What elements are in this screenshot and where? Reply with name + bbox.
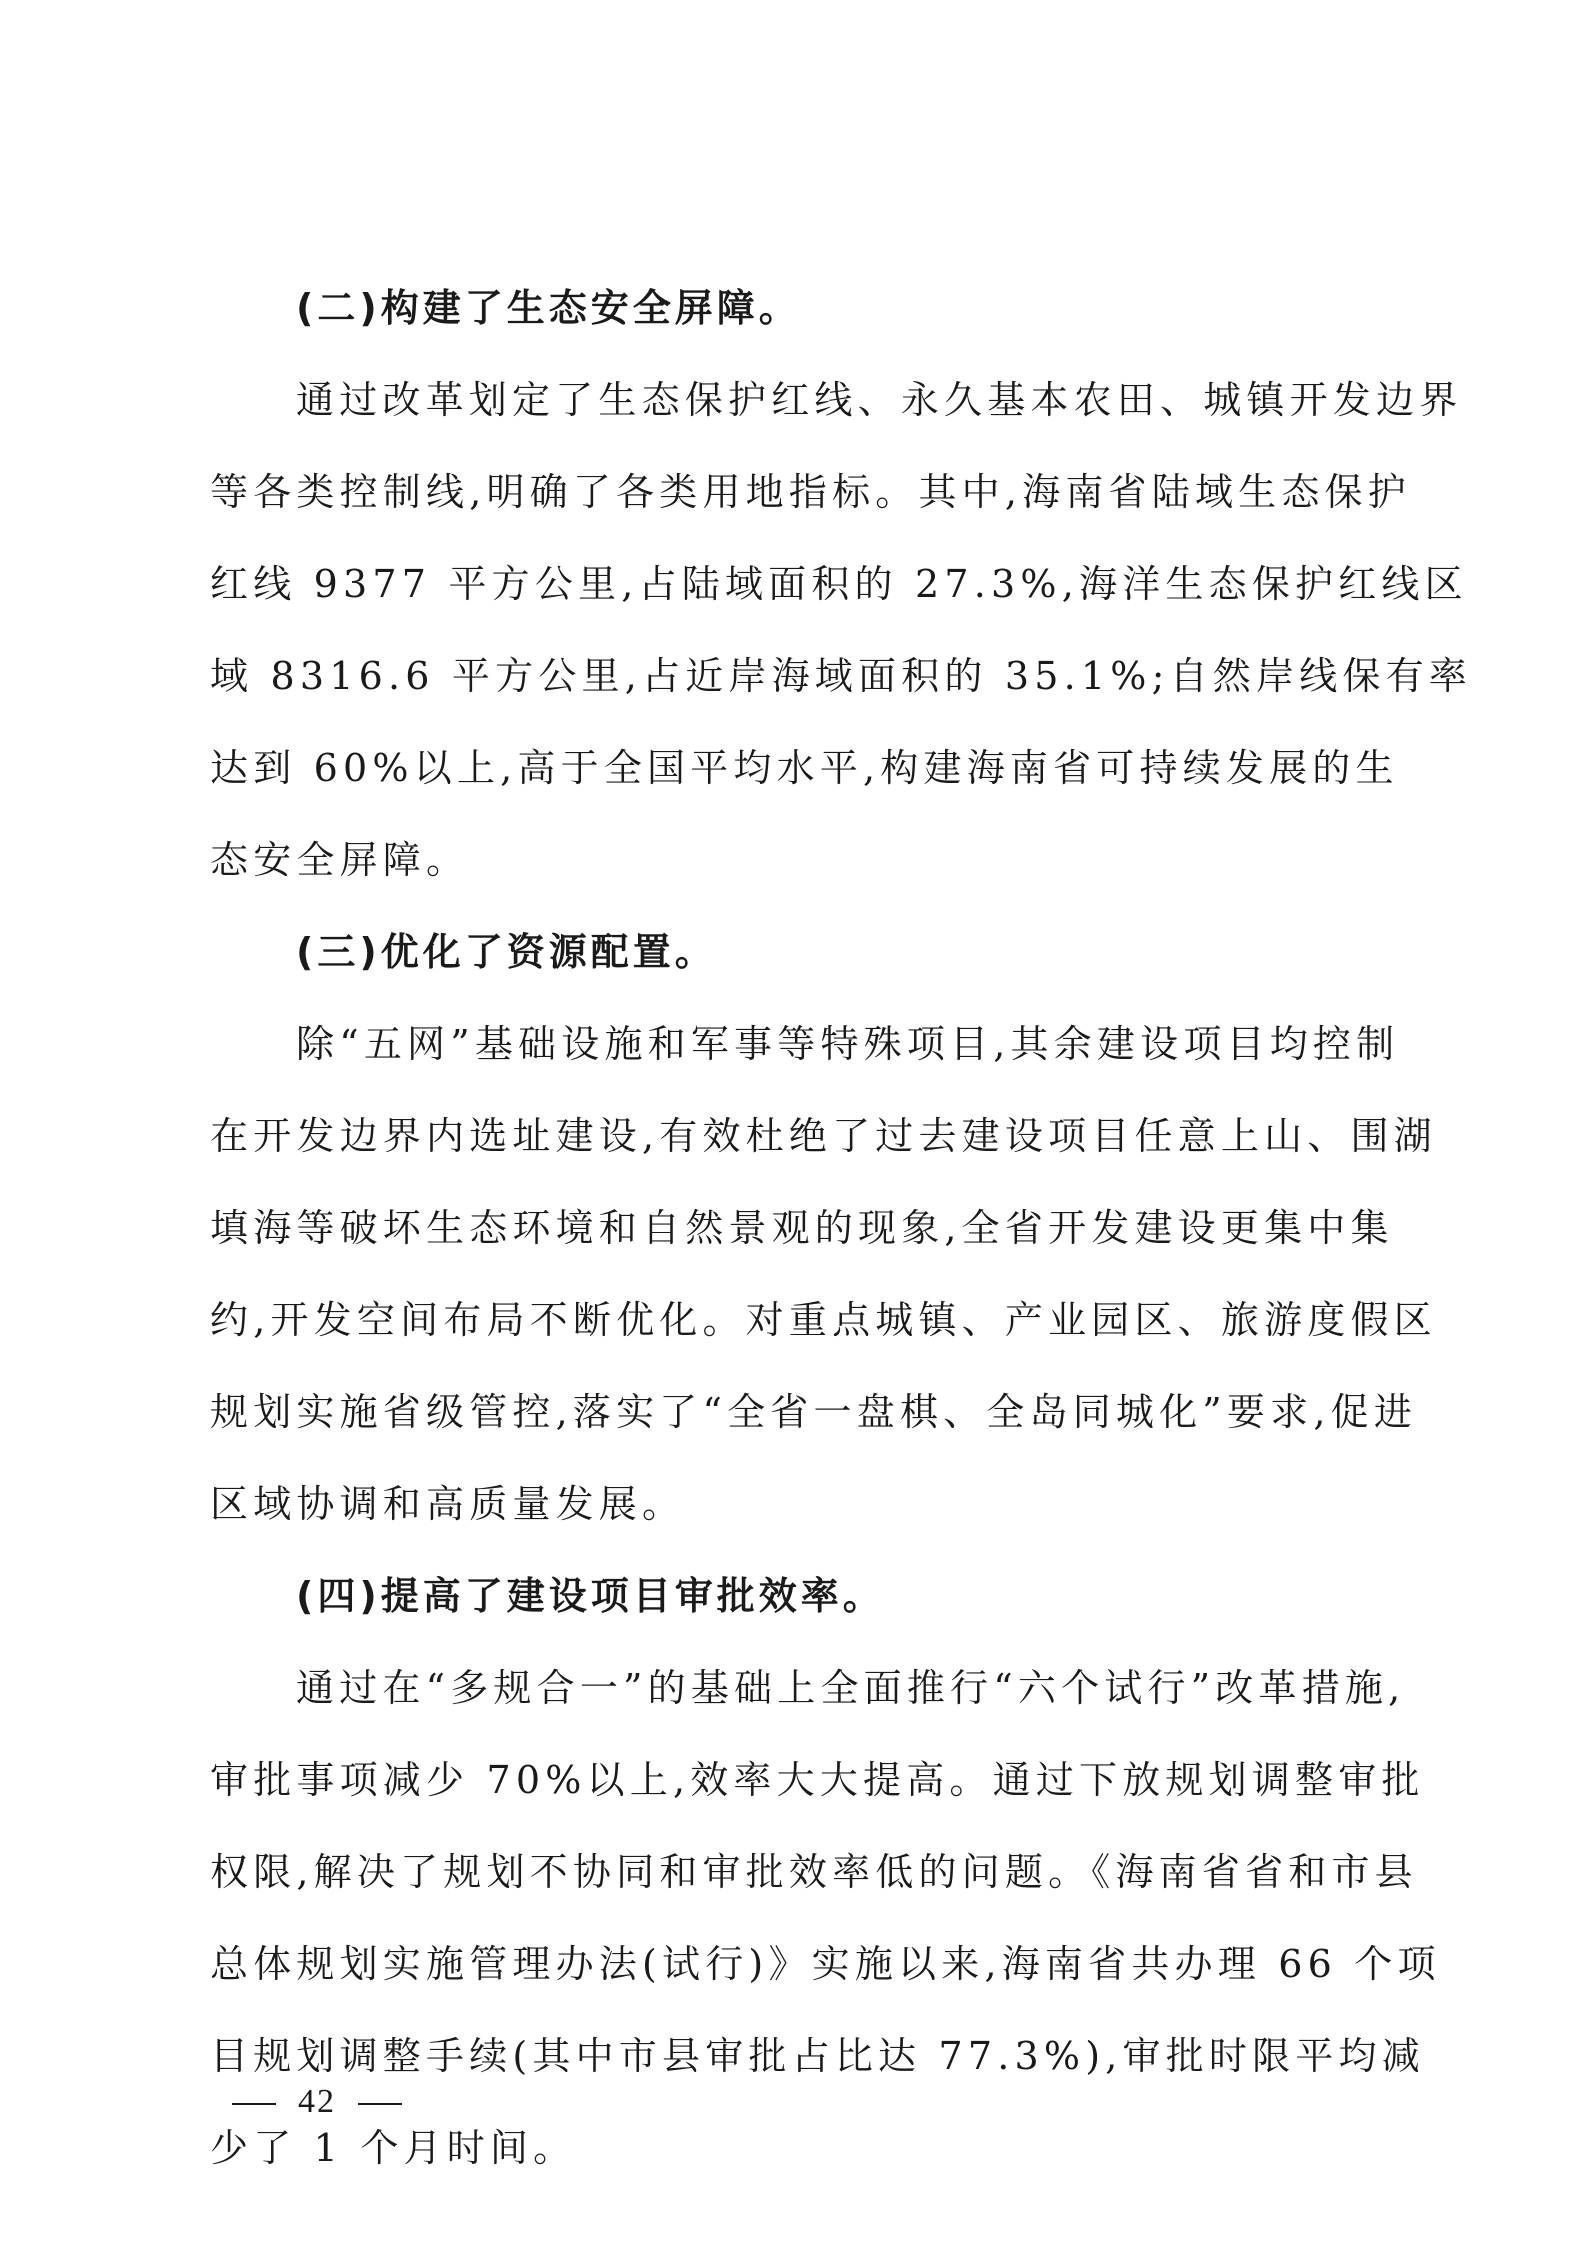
paragraph-line: 区域协调和高质量发展。 — [210, 1482, 686, 1526]
paragraph-line: 等各类控制线,明确了各类用地指标。其中,海南省陆域生态保护 — [210, 470, 1411, 514]
paragraph-line: 约,开发空间布局不断优化。对重点城镇、产业园区、旅游度假区 — [210, 1298, 1437, 1342]
paragraph-line: 红线 9377 平方公里,占陆域面积的 27.3%,海洋生态保护红线区 — [210, 562, 1468, 606]
paragraph-line: 域 8316.6 平方公里,占近岸海域面积的 35.1%;自然岸线保有率 — [210, 654, 1473, 698]
paragraph-line: 审批事项减少 70%以上,效率大大提高。通过下放规划调整审批 — [210, 1758, 1425, 1802]
footer-dash-left — [232, 2103, 276, 2105]
page-number: 42 — [298, 2083, 336, 2120]
paragraph-line: 态安全屏障。 — [210, 838, 470, 882]
paragraph-line: 在开发边界内选址建设,有效杜绝了过去建设项目任意上山、围湖 — [210, 1114, 1437, 1158]
paragraph-line: 目规划调整手续(其中市县审批占比达 77.3%),审批时限平均减 — [210, 2034, 1425, 2078]
section-heading: (三)优化了资源配置。 — [296, 930, 717, 974]
paragraph-line: 填海等破坏生态环境和自然景观的现象,全省开发建设更集中集 — [210, 1206, 1394, 1250]
document-body — [210, 262, 1473, 2194]
footer-dash-right — [358, 2103, 402, 2105]
page-footer — [210, 2082, 424, 2122]
section-heading: (四)提高了建设项目审批效率。 — [296, 1574, 885, 1618]
paragraph-line: 规划实施省级管控,落实了“全省一盘棋、全岛同城化”要求,促进 — [210, 1390, 1418, 1434]
section-heading: (二)构建了生态安全屏障。 — [296, 286, 801, 330]
paragraph-line: 总体规划实施管理办法(试行)》实施以来,海南省共办理 66 个项 — [210, 1942, 1441, 1986]
paragraph-line: 通过在“多规合一”的基础上全面推行“六个试行”改革措施, — [296, 1666, 1406, 1710]
paragraph-line: 少了 1 个月时间。 — [210, 2126, 577, 2170]
paragraph-line: 达到 60%以上,高于全国平均水平,构建海南省可持续发展的生 — [210, 746, 1399, 790]
paragraph-line: 权限,解决了规划不协同和审批效率低的问题。《海南省省和市县 — [210, 1850, 1418, 1894]
paragraph-line: 通过改革划定了生态保护红线、永久基本农田、城镇开发边界 — [296, 378, 1463, 422]
paragraph-line: 除“五网”基础设施和军事等特殊项目,其余建设项目均控制 — [296, 1022, 1400, 1066]
